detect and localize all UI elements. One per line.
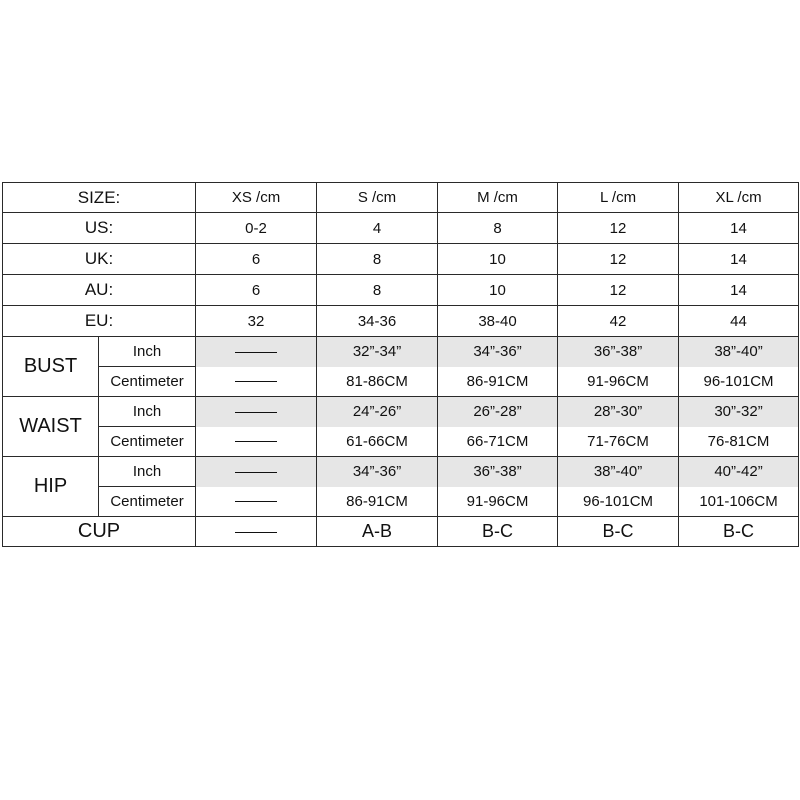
size-value-cell: 14 [679,244,799,275]
inch-range-cell: 38”-40” [679,337,799,367]
size-value-cell: 14 [679,213,799,244]
dash-line [235,532,277,533]
size-value-cell: 10 [438,275,558,306]
inch-range-cell: 38”-40” [558,457,679,487]
hip-group-label: HIP [3,457,99,517]
cup-value-cell: B-C [679,517,799,547]
size-value-cell: 42 [558,306,679,337]
size-header-m: M /cm [438,183,558,213]
size-value-cell: 44 [679,306,799,337]
empty-dash [196,517,317,547]
cm-range-cell: 66-71CM [438,427,558,457]
size-value-cell: 0-2 [196,213,317,244]
size-value-cell: 38-40 [438,306,558,337]
table-row [3,244,799,275]
size-value-cell: 12 [558,213,679,244]
empty-dash [196,457,317,487]
table-row [3,275,799,306]
centimeter-unit-label: Centimeter [99,367,196,397]
waist-inch-row [3,397,799,427]
cm-range-cell: 96-101CM [679,367,799,397]
waist-cm-row [3,427,799,457]
cup-value-cell: B-C [438,517,558,547]
uk-row-label: UK: [3,244,196,275]
inch-range-cell: 34”-36” [317,457,438,487]
cm-range-cell: 91-96CM [438,487,558,517]
eu-row-label: EU: [3,306,196,337]
size-value-cell: 32 [196,306,317,337]
dash-line [235,352,277,353]
inch-range-cell: 40”-42” [679,457,799,487]
inch-range-cell: 26”-28” [438,397,558,427]
table-row [3,306,799,337]
size-header-s: S /cm [317,183,438,213]
cup-row [3,517,799,547]
cm-range-cell: 71-76CM [558,427,679,457]
inch-range-cell: 36”-38” [558,337,679,367]
bust-group-label: BUST [3,337,99,397]
waist-group-label: WAIST [3,397,99,457]
inch-range-cell: 32”-34” [317,337,438,367]
empty-dash [196,487,317,517]
inch-range-cell: 36”-38” [438,457,558,487]
cm-range-cell: 101-106CM [679,487,799,517]
bust-cm-row [3,367,799,397]
size-header-xs: XS /cm [196,183,317,213]
dash-line [235,412,277,413]
size-value-cell: 6 [196,275,317,306]
table-row [3,213,799,244]
hip-inch-row [3,457,799,487]
dash-line [235,441,277,442]
dash-line [235,381,277,382]
size-value-cell: 12 [558,244,679,275]
size-value-cell: 10 [438,244,558,275]
size-value-cell: 34-36 [317,306,438,337]
inch-range-cell: 34”-36” [438,337,558,367]
cm-range-cell: 96-101CM [558,487,679,517]
empty-dash [196,367,317,397]
size-value-cell: 8 [317,275,438,306]
cup-value-cell: B-C [558,517,679,547]
inch-unit-label: Inch [99,337,196,367]
cm-range-cell: 76-81CM [679,427,799,457]
dash-line [235,501,277,502]
centimeter-unit-label: Centimeter [99,487,196,517]
size-value-cell: 4 [317,213,438,244]
inch-range-cell: 28”-30” [558,397,679,427]
inch-unit-label: Inch [99,397,196,427]
inch-range-cell: 30”-32” [679,397,799,427]
size-header-label: SIZE: [3,183,196,213]
hip-cm-row [3,487,799,517]
size-header-l: L /cm [558,183,679,213]
inch-unit-label: Inch [99,457,196,487]
size-chart-table [2,182,799,547]
size-value-cell: 8 [317,244,438,275]
us-row-label: US: [3,213,196,244]
cm-range-cell: 81-86CM [317,367,438,397]
size-value-cell: 6 [196,244,317,275]
cm-range-cell: 86-91CM [317,487,438,517]
cm-range-cell: 91-96CM [558,367,679,397]
cm-range-cell: 61-66CM [317,427,438,457]
cup-row-label: CUP [3,517,196,547]
empty-dash [196,337,317,367]
size-chart-body [3,183,799,547]
cup-value-cell: A-B [317,517,438,547]
size-value-cell: 14 [679,275,799,306]
size-header-xl: XL /cm [679,183,799,213]
empty-dash [196,427,317,457]
size-value-cell: 8 [438,213,558,244]
dash-line [235,472,277,473]
bust-inch-row [3,337,799,367]
header-row [3,183,799,213]
empty-dash [196,397,317,427]
cm-range-cell: 86-91CM [438,367,558,397]
au-row-label: AU: [3,275,196,306]
inch-range-cell: 24”-26” [317,397,438,427]
size-value-cell: 12 [558,275,679,306]
centimeter-unit-label: Centimeter [99,427,196,457]
